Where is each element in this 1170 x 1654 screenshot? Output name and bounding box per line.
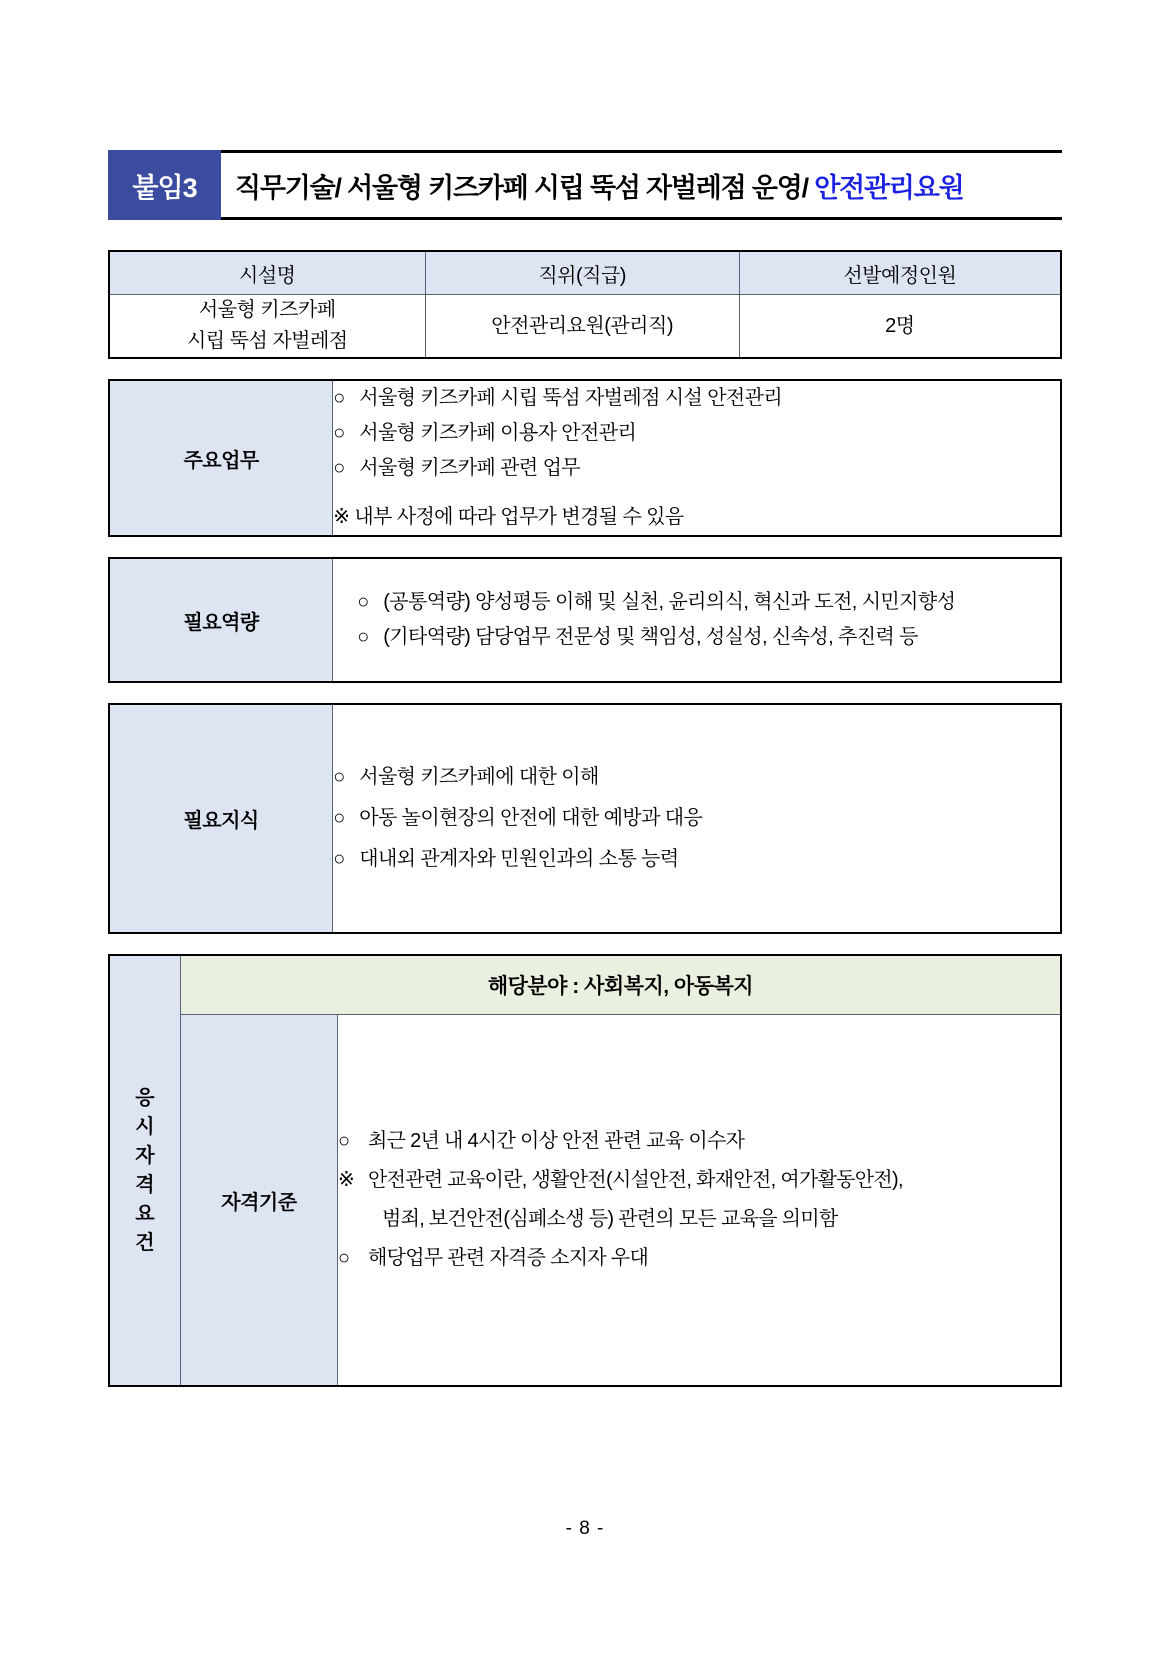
- list-item: [333, 381, 1060, 416]
- duties-table: [108, 379, 1062, 537]
- bullet-circle-icon: ○: [333, 387, 345, 409]
- list-item: [333, 451, 1060, 486]
- list-item-label: (기타역량) 담당업무 전문성 및 책임성, 성실성, 신속성, 추진력 등: [383, 626, 918, 648]
- knowledge-content: [333, 704, 1061, 933]
- bullet-circle-icon: ○: [333, 457, 345, 479]
- bullet-circle-icon: ○: [333, 766, 345, 788]
- list-item-label: 최근 2년 내 4시간 이상 안전 관련 교육 이수자: [367, 1130, 745, 1152]
- column-header-headcount: 선발예정인원: [739, 251, 1061, 295]
- vertical-label-char: 시: [135, 1115, 155, 1138]
- facility-name-line1: 서울형 키즈카페: [198, 299, 336, 321]
- list-item: [333, 839, 1060, 880]
- page-footer: - 8 -: [565, 1518, 605, 1539]
- list-item-label: 서울형 키즈카페에 대한 이해: [359, 766, 599, 788]
- vertical-label-char: 자: [135, 1144, 155, 1167]
- column-header-facility: 시설명: [109, 251, 425, 295]
- knowledge-table: [108, 703, 1062, 934]
- table-row: [109, 295, 1061, 359]
- table-row: [109, 1015, 1061, 1387]
- facility-name-line2: 시립 뚝섬 자벌레점: [186, 330, 348, 352]
- competency-content: [333, 558, 1061, 682]
- duties-note: ※ 내부 사정에 따라 업무가 변경될 수 있음: [333, 506, 684, 528]
- column-header-position: 직위(직급): [425, 251, 739, 295]
- list-item-label: 범죄, 보건안전(심폐소생 등) 관련의 모든 교육을 의미함: [381, 1208, 838, 1230]
- list-item-continuation: [338, 1200, 1060, 1239]
- list-item: [338, 1239, 1060, 1278]
- row-label-knowledge: 필요지식: [109, 704, 333, 933]
- table-row: [109, 558, 1061, 682]
- table-row: [109, 955, 1061, 1015]
- attachment-tag: 붙임3: [108, 150, 221, 220]
- page-title-block: [108, 150, 1062, 220]
- cell-headcount: 2명: [739, 295, 1061, 359]
- list-item-label: 안전관련 교육이란, 생활안전(시설안전, 화재안전, 여가활동안전),: [367, 1169, 903, 1191]
- vertical-label-char: 건: [135, 1231, 155, 1254]
- qualification-content: [337, 1015, 1061, 1387]
- list-item-label: 서울형 키즈카페 이용자 안전관리: [359, 422, 637, 444]
- list-item: [357, 585, 1060, 620]
- list-item: [338, 1161, 1060, 1200]
- list-item: [357, 620, 1060, 655]
- row-label-duties: 주요업무: [109, 380, 333, 536]
- cell-facility-name: [109, 295, 425, 359]
- list-item-label: 해당업무 관련 자격증 소지자 우대: [367, 1247, 649, 1269]
- list-item: [333, 416, 1060, 451]
- facility-info-table: [108, 250, 1062, 359]
- list-item: [338, 1122, 1060, 1161]
- list-item: [333, 798, 1060, 839]
- cell-position: 안전관리요원(관리직): [425, 295, 739, 359]
- bullet-circle-icon: ○: [333, 848, 345, 870]
- page-title-accent: 안전관리요원: [814, 172, 964, 203]
- page-title: [235, 166, 964, 205]
- table-header-row: [109, 251, 1061, 295]
- title-bar: [221, 150, 1062, 220]
- list-item-label: 아동 놀이현장의 안전에 대한 예방과 대응: [359, 807, 703, 829]
- bullet-circle-icon: ○: [333, 422, 345, 444]
- list-item: [333, 757, 1060, 798]
- list-item-label: (공통역량) 양성평등 이해 및 실천, 윤리의식, 혁신과 도전, 시민지향성: [383, 591, 956, 613]
- list-item-label: 서울형 키즈카페 시립 뚝섬 자벌레점 시설 안전관리: [359, 387, 783, 409]
- reference-mark-icon: ※: [337, 1169, 355, 1191]
- bullet-circle-icon: ○: [333, 807, 345, 829]
- list-item-label: 대내외 관계자와 민원인과의 소통 능력: [359, 848, 679, 870]
- bullet-circle-icon: ○: [357, 591, 369, 613]
- row-label-qualification: [109, 955, 180, 1386]
- list-item-label: 서울형 키즈카페 관련 업무: [359, 457, 581, 479]
- competency-table: [108, 557, 1062, 683]
- vertical-label-char: 응: [135, 1086, 155, 1109]
- table-row: [109, 380, 1061, 536]
- page-title-main: 직무기술/ 서울형 키즈카페 시립 뚝섬 자벌레점 운영/: [235, 172, 815, 203]
- row-label-criteria: 자격기준: [180, 1015, 337, 1387]
- row-label-competency: 필요역량: [109, 558, 333, 682]
- qualification-field-header: 해당분야 : 사회복지, 아동복지: [180, 955, 1061, 1015]
- duties-content: [333, 380, 1061, 536]
- bullet-circle-icon: ○: [357, 626, 369, 648]
- bullet-circle-icon: ○: [337, 1247, 350, 1269]
- vertical-label-char: 격: [135, 1173, 155, 1196]
- qualification-table: [108, 954, 1062, 1387]
- table-row: [109, 704, 1061, 933]
- vertical-label-char: 요: [135, 1202, 155, 1225]
- bullet-circle-icon: ○: [337, 1130, 350, 1152]
